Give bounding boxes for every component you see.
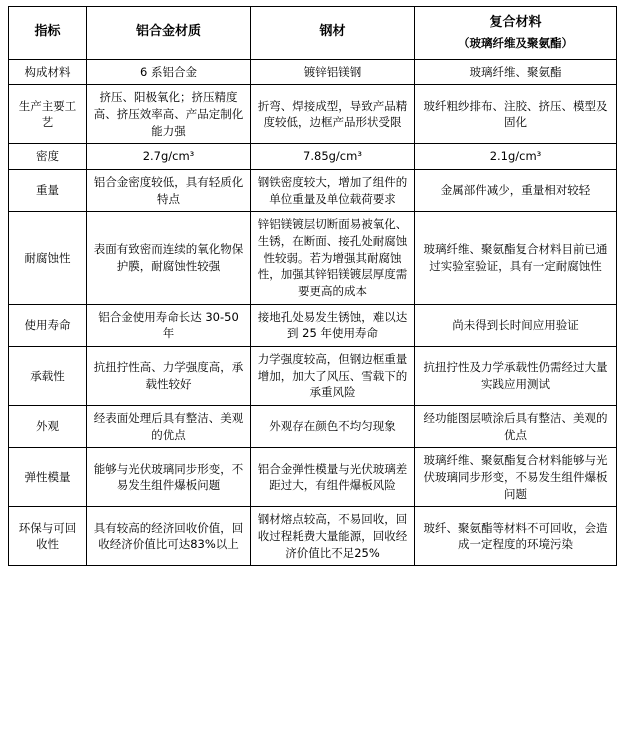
table-header: [9, 7, 617, 60]
column-header-composite-label: 复合材料: [489, 15, 542, 30]
table-row: [9, 59, 617, 85]
column-header-aluminum-label: 铝合金材质: [135, 24, 201, 40]
table-row: [9, 144, 617, 170]
column-header-aluminum: [87, 7, 251, 60]
cell-composite: 抗扭拧性及力学承载性仍需经过大量实践应用测试: [415, 346, 617, 405]
row-metric-label: 弹性模量: [9, 448, 87, 507]
row-metric-label: 耐腐蚀性: [9, 212, 87, 304]
cell-steel: 铝合金弹性模量与光伏玻璃差距过大，有组件爆板风险: [251, 448, 415, 507]
cell-composite: 尚未得到长时间应用验证: [415, 304, 617, 346]
cell-steel: 钢材熔点较高，不易回收，回收过程耗费大量能源，回收经济价值比不足25%: [251, 507, 415, 566]
cell-composite: 玻璃纤维、聚氨酯: [415, 59, 617, 85]
cell-steel: 折弯、焊接成型，导致产品精度较低，边框产品形状受限: [251, 85, 415, 144]
column-header-composite: [415, 7, 617, 60]
cell-composite: 金属部件减少，重量相对较轻: [415, 169, 617, 211]
cell-aluminum: 具有较高的经济回收价值，回收经济价值比可达83%以上: [87, 507, 251, 566]
row-metric-label: 外观: [9, 405, 87, 447]
cell-steel: 7.85g/cm³: [251, 144, 415, 170]
cell-aluminum: 能够与光伏玻璃同步形变，不易发生组件爆板问题: [87, 448, 251, 507]
cell-composite: 玻纤、聚氨酯等材料不可回收，会造成一定程度的环境污染: [415, 507, 617, 566]
row-metric-label: 生产主要工艺: [9, 85, 87, 144]
column-header-steel: [251, 7, 415, 60]
table-row: [9, 448, 617, 507]
table-body: [9, 59, 617, 566]
row-metric-label: 重量: [9, 169, 87, 211]
cell-steel: 钢铁密度较大，增加了组件的单位重量及单位载荷要求: [251, 169, 415, 211]
cell-aluminum: 6 系铝合金: [87, 59, 251, 85]
column-header-metric-label: 指标: [34, 24, 61, 40]
cell-aluminum: 抗扭拧性高、力学强度高，承载性较好: [87, 346, 251, 405]
table-row: [9, 85, 617, 144]
column-header-composite-sublabel: （玻璃纤维及聚氨酯）: [458, 35, 573, 50]
cell-steel: 镀锌铝镁钢: [251, 59, 415, 85]
cell-composite: 玻璃纤维、聚氨酯复合材料能够与光伏玻璃同步形变，不易发生组件爆板问题: [415, 448, 617, 507]
cell-aluminum: 铝合金密度较低，具有轻质化特点: [87, 169, 251, 211]
column-header-metric: [9, 7, 87, 60]
row-metric-label: 密度: [9, 144, 87, 170]
cell-aluminum: 表面有致密而连续的氧化物保护膜，耐腐蚀性较强: [87, 212, 251, 304]
table-row: [9, 304, 617, 346]
table-row: [9, 169, 617, 211]
cell-aluminum: 挤压、阳极氧化；挤压精度高、挤压效率高、产品定制化能力强: [87, 85, 251, 144]
cell-composite: 经功能图层喷涂后具有整洁、美观的优点: [415, 405, 617, 447]
row-metric-label: 承载性: [9, 346, 87, 405]
cell-steel: 力学强度较高，但钢边框重量增加，加大了风压、雪载下的承重风险: [251, 346, 415, 405]
table-row: [9, 507, 617, 566]
column-header-steel-label: 钢材: [319, 24, 346, 40]
table-row: [9, 405, 617, 447]
cell-composite: 玻纤粗纱排布、注胶、挤压、模型及固化: [415, 85, 617, 144]
cell-composite: 玻璃纤维、聚氨酯复合材料目前已通过实验室验证，具有一定耐腐蚀性: [415, 212, 617, 304]
cell-aluminum: 2.7g/cm³: [87, 144, 251, 170]
material-comparison-table: [8, 6, 617, 566]
cell-steel: 外观存在颜色不均匀现象: [251, 405, 415, 447]
cell-steel: 接地孔处易发生锈蚀，难以达到 25 年使用寿命: [251, 304, 415, 346]
row-metric-label: 环保与可回收性: [9, 507, 87, 566]
cell-steel: 锌铝镁镀层切断面易被氧化、生锈，在断面、接孔处耐腐蚀性较弱。若为增强其耐腐蚀性，加强其锌铝镁镀层厚度需要更高的成本: [251, 212, 415, 304]
row-metric-label: 构成材料: [9, 59, 87, 85]
cell-aluminum: 经表面处理后具有整洁、美观的优点: [87, 405, 251, 447]
table-row: [9, 212, 617, 304]
table-row: [9, 346, 617, 405]
cell-composite: 2.1g/cm³: [415, 144, 617, 170]
row-metric-label: 使用寿命: [9, 304, 87, 346]
cell-aluminum: 铝合金使用寿命长达 30-50 年: [87, 304, 251, 346]
header-row: [9, 7, 617, 60]
